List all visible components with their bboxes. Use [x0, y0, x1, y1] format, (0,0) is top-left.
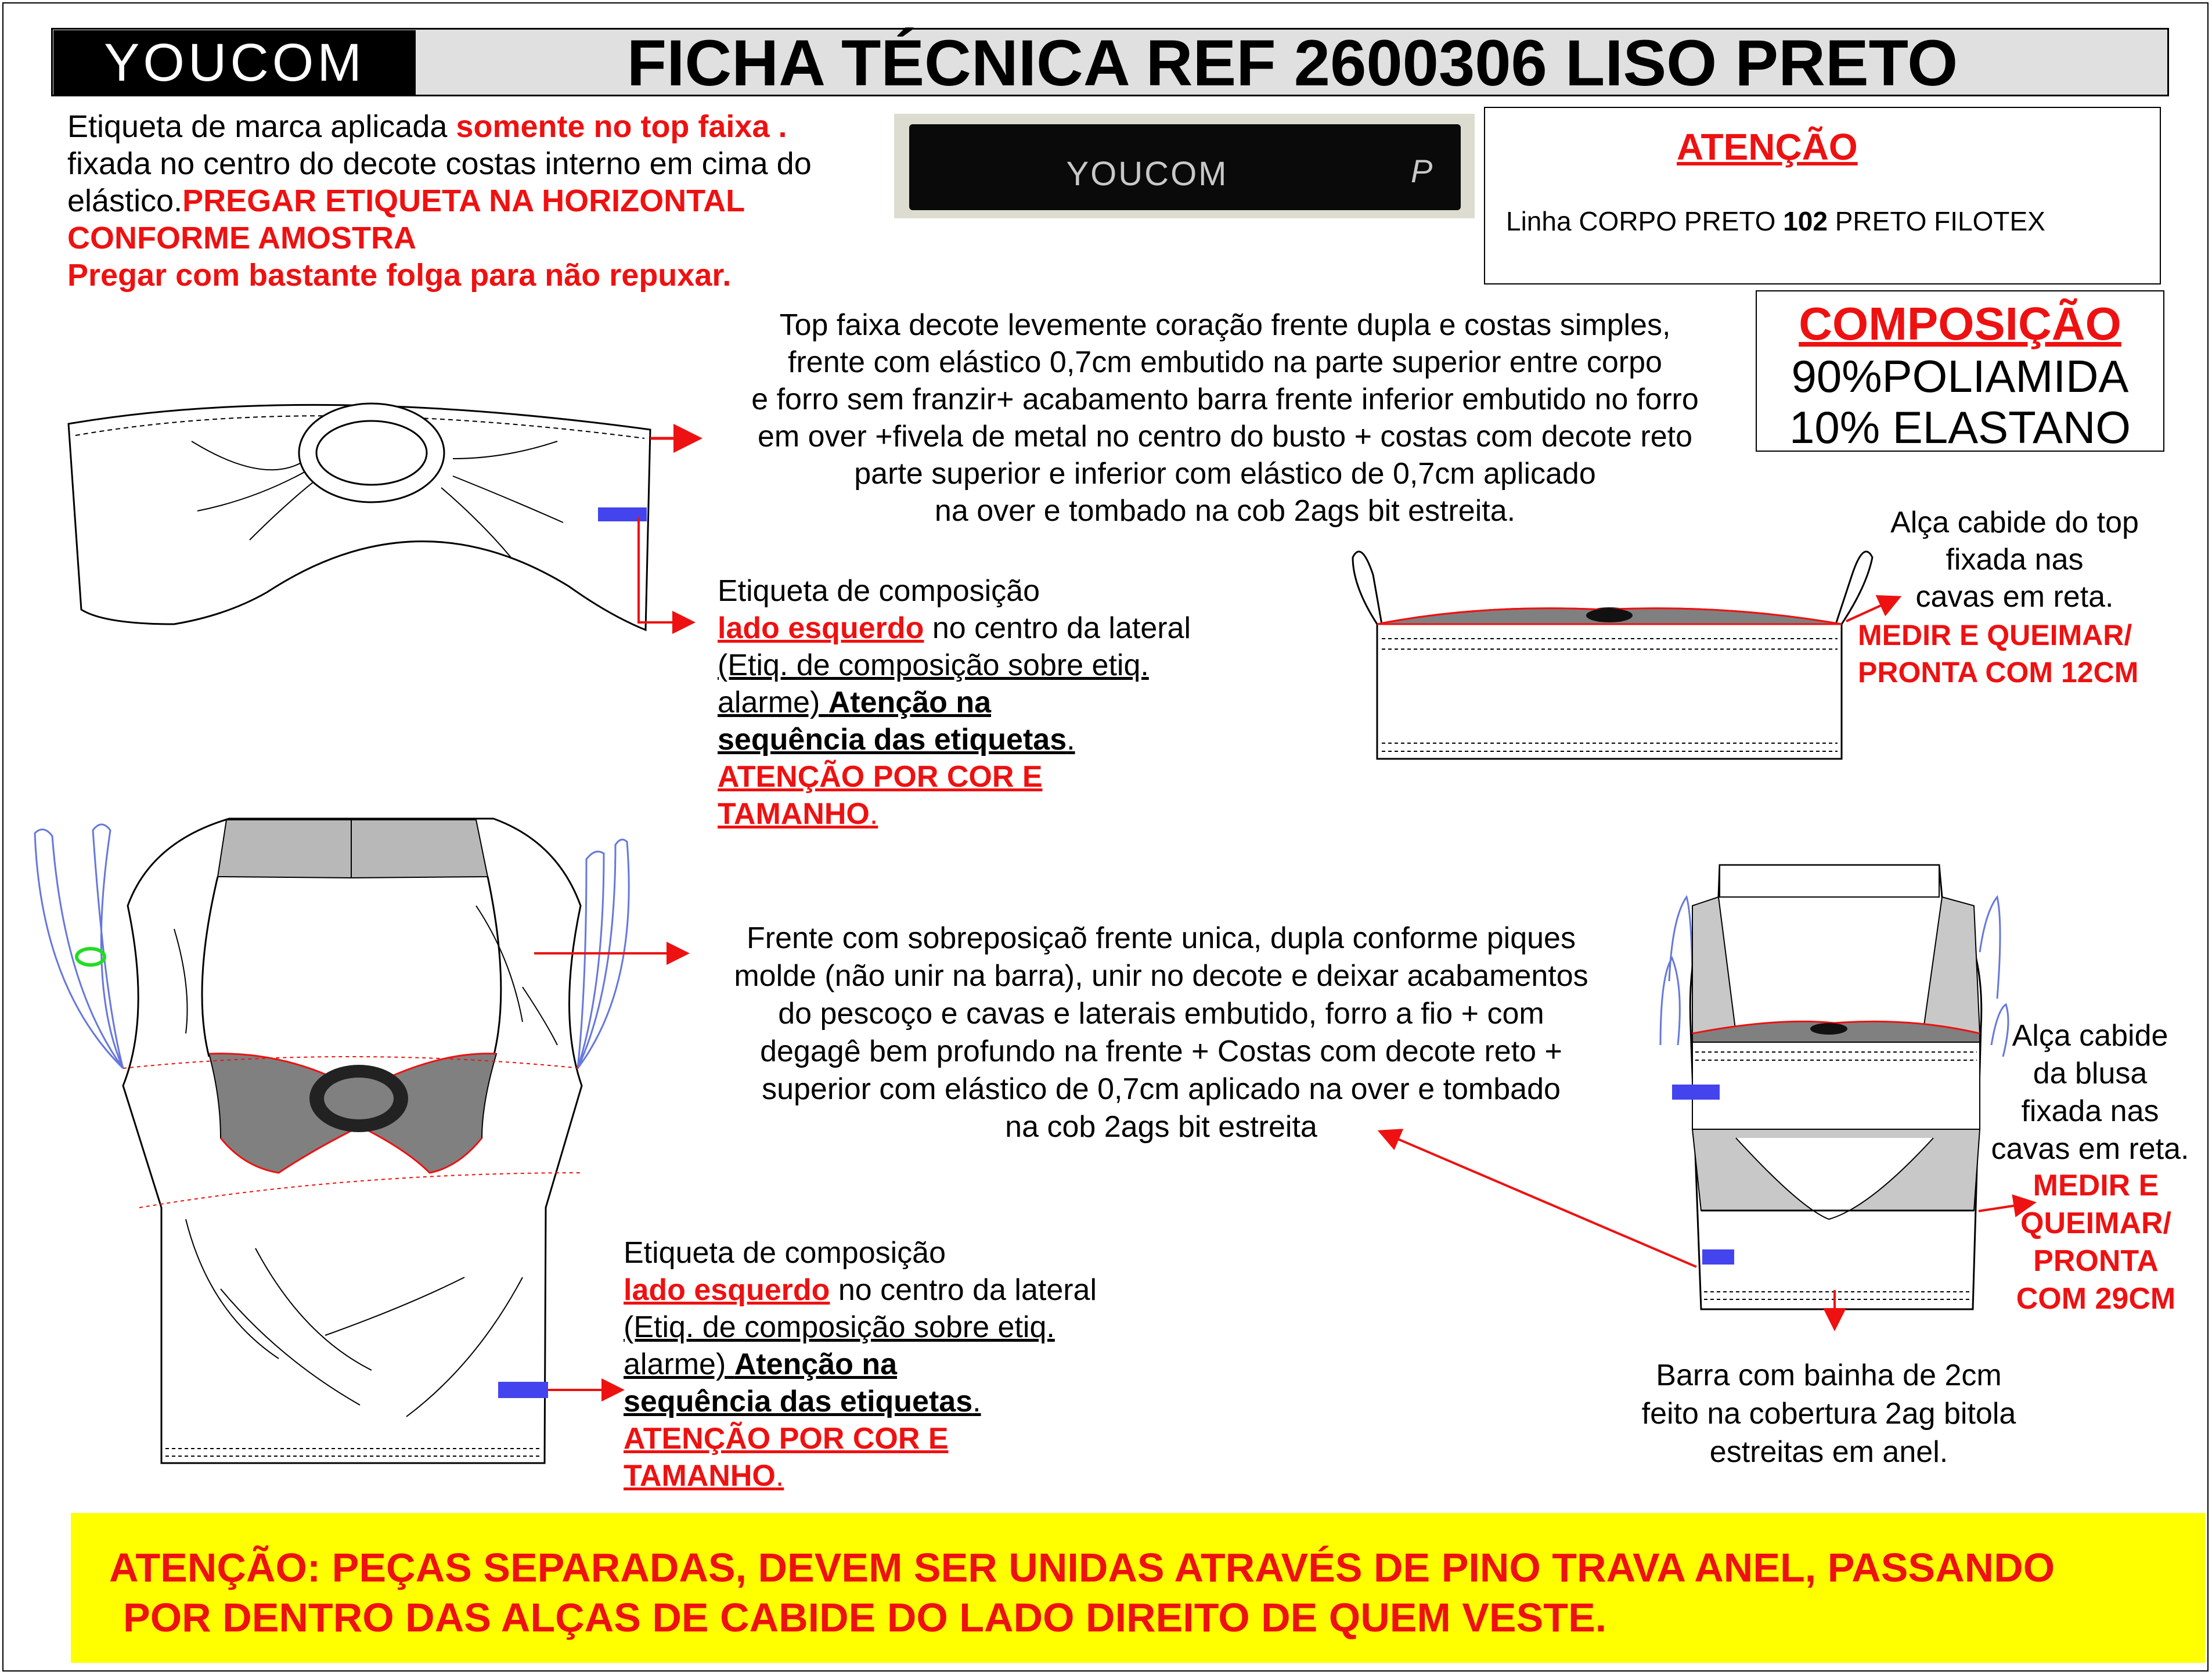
brand-tag-logo: YOUCOM	[1066, 154, 1229, 193]
attention-thread-code: 102	[1783, 206, 1828, 236]
label-note-line: alarme)	[624, 1348, 734, 1381]
top-description-line: em over +fivela de metal no centro do busto + costas com decote reto	[758, 420, 1692, 453]
composition-heading: COMPOSIÇÃO	[1799, 298, 2121, 350]
top-strap-red-line: PRONTA COM 12CM	[1858, 656, 2139, 689]
top-front-drawing	[69, 404, 650, 630]
brand-label-line2: fixada no centro do decote costas interno em cima do	[67, 146, 812, 181]
blouse-strap-red-line: MEDIR E	[2033, 1169, 2159, 1202]
brand-label-line3-red: PREGAR ETIQUETA NA HORIZONTAL	[182, 183, 745, 218]
top-strap-line: Alça cabide do top	[1890, 506, 2139, 539]
hem-note-line: estreitas em anel.	[1709, 1435, 1948, 1469]
label-note-line: .	[972, 1385, 981, 1418]
composition-label-marker	[1672, 1085, 1720, 1100]
hem-note-line: feito na cobertura 2ag bitola	[1641, 1397, 2016, 1431]
brand-label-line5: Pregar com bastante folga para não repuxar.	[67, 258, 732, 293]
top-description-line: parte superior e inferior com elástico de 0,7cm aplicado	[854, 457, 1596, 491]
composition-label-marker	[1702, 1249, 1734, 1265]
brand-tag-size: P	[1411, 153, 1433, 189]
label-note-line: alarme)	[718, 686, 828, 719]
label-note-line: .	[775, 1459, 784, 1493]
blouse-description-line: Frente com sobreposiçaõ frente unica, dupla conforme piques	[747, 921, 1576, 955]
label-note-line: (Etiq. de composição sobre etiq.	[624, 1310, 1055, 1344]
brand-label-line3: elástico.	[67, 183, 183, 218]
label-note-warning: ATENÇÃO POR COR E	[624, 1422, 949, 1456]
top-description-line: e forro sem franzir+ acabamento barra frente inferior embutido no forro	[751, 383, 1699, 416]
bottom-warning-line2: POR DENTRO DAS ALÇAS DE CABIDE DO LADO DIREITO DE QUEM VESTE.	[123, 1595, 1607, 1640]
label-note-line: no centro da lateral	[830, 1273, 1097, 1307]
attention-heading: ATENÇÃO	[1677, 126, 1858, 168]
label-note-line: .	[869, 797, 878, 831]
label-note-side: lado esquerdo	[624, 1273, 830, 1307]
top-back-drawing	[1353, 552, 1872, 759]
composition-label-marker	[498, 1382, 548, 1398]
top-description-line: na over e tombado na cob 2ags bit estreita.	[934, 494, 1516, 528]
blouse-strap-red-line: PRONTA	[2033, 1244, 2159, 1278]
top-description-line: frente com elástico 0,7cm embutido na parte superior entre corpo	[788, 345, 1662, 379]
composition-line2: 10% ELASTANO	[1789, 402, 2131, 453]
label-note-warning: TAMANHO	[624, 1459, 776, 1493]
blouse-strap-line: fixada nas	[2021, 1094, 2159, 1128]
pin-ring-icon	[77, 949, 105, 965]
top-strap-line: fixada nas	[1946, 543, 2084, 577]
blouse-back-drawing	[1660, 865, 2008, 1309]
label-note-warning: ATENÇÃO POR COR E	[718, 760, 1043, 794]
label-note-line: Etiqueta de composição	[624, 1236, 946, 1270]
page-title: FICHA TÉCNICA REF 2600306 LISO PRETO	[626, 26, 1958, 99]
blouse-strap-red-line: COM 29CM	[2016, 1282, 2176, 1316]
label-note-line: (Etiq. de composição sobre etiq.	[718, 649, 1149, 682]
blouse-description-line: do pescoço e cavas e laterais embutido, forro a fio + com	[778, 997, 1544, 1031]
label-note-bold: Atenção na	[734, 1348, 898, 1381]
label-note-bold: sequência das etiquetas	[718, 723, 1067, 757]
blouse-description-line: molde (não unir na barra), unir no decote e deixar acabamentos	[734, 959, 1588, 993]
blouse-strap-line: da blusa	[2033, 1057, 2148, 1090]
top-description-line: Top faixa decote levemente coração frente dupla e costas simples,	[779, 308, 1671, 342]
hem-note-line: Barra com bainha de 2cm	[1656, 1359, 2002, 1392]
brand-logo: YOUCOM	[104, 33, 365, 92]
brand-label-line4: CONFORME AMOSTRA	[67, 221, 416, 255]
blouse-description-line: na cob 2ags bit estreita	[1005, 1110, 1317, 1144]
blouse-strap-line: cavas em reta.	[1991, 1132, 2189, 1166]
composition-line1: 90%POLIAMIDA	[1791, 351, 2129, 402]
label-note-bold: sequência das etiquetas	[624, 1385, 973, 1418]
blouse-description-line: degagê bem profundo na frente + Costas com decote reto +	[760, 1035, 1562, 1068]
label-note-line: Etiqueta de composição	[718, 574, 1040, 608]
label-note-line: .	[1067, 723, 1075, 757]
label-note-side: lado esquerdo	[718, 611, 924, 645]
top-strap-line: cavas em reta.	[1915, 580, 2114, 614]
label-note-warning: TAMANHO	[718, 797, 870, 831]
blouse-front-drawing	[35, 819, 629, 1463]
brand-label-line1: Etiqueta de marca aplicada	[67, 109, 456, 144]
bottom-warning-line1: ATENÇÃO: PEÇAS SEPARADAS, DEVEM SER UNIDAS ATRAVÉS DE PINO TRAVA ANEL, PASSANDO	[109, 1545, 2055, 1590]
blouse-strap-line: Alça cabide	[2012, 1019, 2168, 1053]
blouse-description-line: superior com elástico de 0,7cm aplicado na over e tombado	[762, 1072, 1561, 1106]
blouse-strap-red-line: QUEIMAR/	[2020, 1206, 2171, 1240]
label-note-line: no centro da lateral	[924, 611, 1191, 645]
attention-text-pre: Linha CORPO PRETO	[1506, 206, 1784, 236]
top-strap-red-line: MEDIR E QUEIMAR/	[1858, 619, 2132, 651]
label-note-bold: Atenção na	[828, 686, 992, 719]
brand-label-line1-red: somente no top faixa .	[456, 109, 787, 144]
attention-text-post: PRETO FILOTEX	[1827, 206, 2045, 236]
